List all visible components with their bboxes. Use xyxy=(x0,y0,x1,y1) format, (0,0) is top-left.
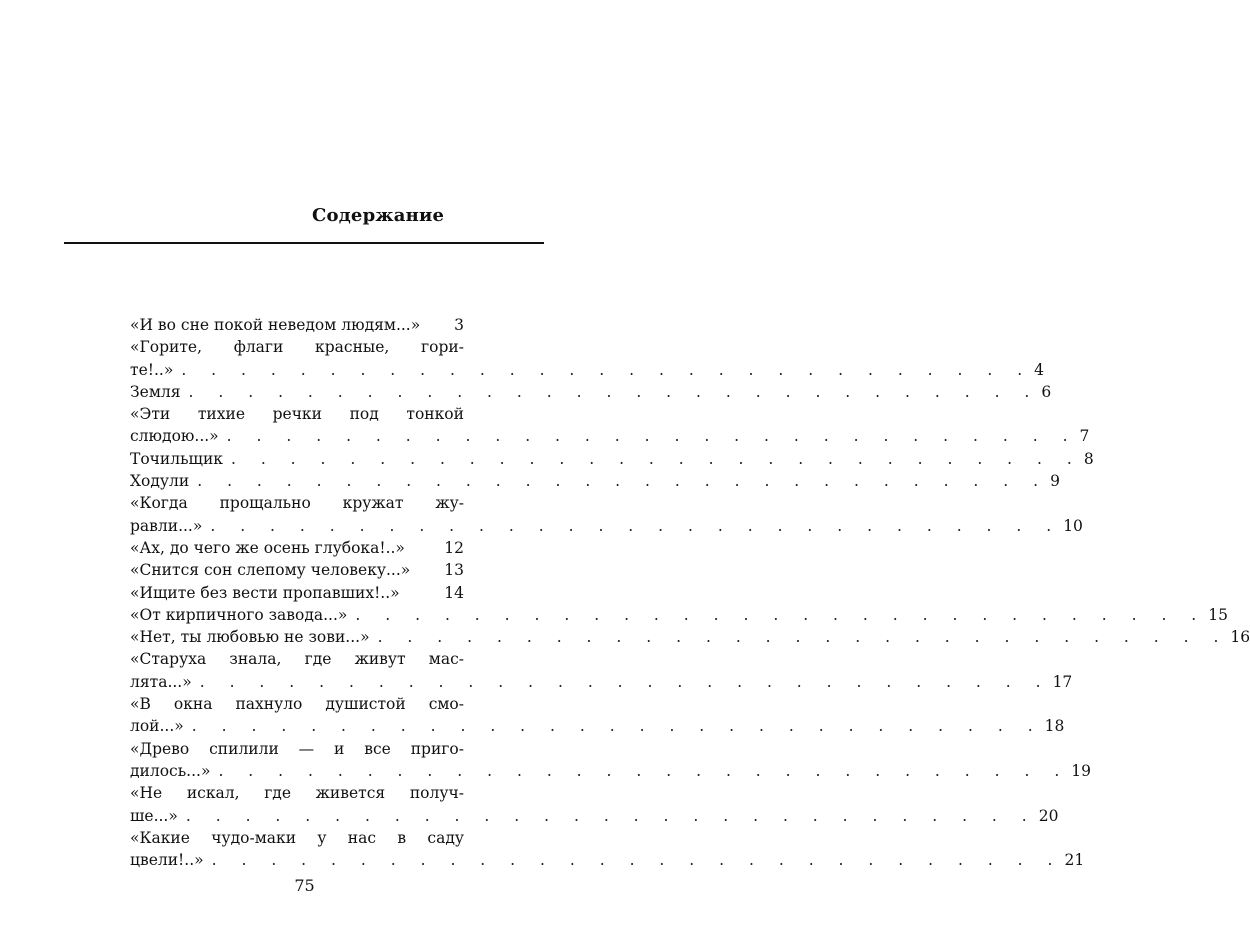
toc-entry-line xyxy=(130,515,1083,537)
dot-leader: . . . . . . . . . . . . . . . . . . . . . . . . . . . . . xyxy=(355,605,1207,624)
dot-leader: . . . . . . . . . . . . . . . . . . . . . . . . . . . . . xyxy=(188,382,1040,401)
toc-entry-text: «Снится сон слепому человеку...» xyxy=(130,561,411,580)
toc-page-number: 10 xyxy=(1063,516,1083,535)
toc-entry-text: те!..» xyxy=(130,360,174,379)
toc-entry-line xyxy=(130,760,1092,782)
toc-entry-line xyxy=(130,626,1250,648)
toc-page-number: 6 xyxy=(1041,382,1052,401)
toc-entry-line xyxy=(130,805,1059,827)
page-number: 75 xyxy=(294,876,315,895)
toc-entry-text: цвели!..» xyxy=(130,851,204,870)
dot-leader: . . . . . . . . . . . . . . . . . . . . . . . . . . . . . xyxy=(181,360,1033,379)
toc-entry-line xyxy=(130,671,1073,693)
toc-entry-line xyxy=(130,537,464,559)
dot-leader: . . . . . . . . . . . . . . . . . . . . . . . . . . . . . xyxy=(191,717,1043,736)
toc-page-number: 16 xyxy=(1230,628,1250,647)
toc-page-number: 8 xyxy=(1083,449,1094,468)
toc-entry-text: «Какие чудо-маки у нас в саду xyxy=(130,828,464,847)
dot-leader: . . . . . . . . . . . . . . . . . . . . . . . . . . . . . xyxy=(226,427,1078,446)
toc-entry-text: дилось...» xyxy=(130,761,211,780)
toc-page-number: 14 xyxy=(444,583,464,602)
toc-entry-text: «Ищите без вести пропавших!..» xyxy=(130,583,400,602)
dot-leader: . . . . . . . . . . . . . . . . . . . . . . . . . . . . . xyxy=(230,449,1082,468)
toc-entry-text: «Нет, ты любовью не зови...» xyxy=(130,628,370,647)
toc-entry-text: Точильщик xyxy=(130,449,223,468)
toc-entry-line xyxy=(130,782,464,804)
toc-page-number: 15 xyxy=(1208,605,1228,624)
toc-entry-text: «Не искал, где живется получ- xyxy=(130,784,464,803)
toc-entry-text: «В окна пахнуло душистой смо- xyxy=(130,695,464,714)
toc-entry-text: «Старуха знала, где живут мас- xyxy=(130,650,464,669)
toc-page-number: 9 xyxy=(1050,472,1060,491)
toc-page-number: 18 xyxy=(1044,717,1065,736)
toc-entry-line xyxy=(130,381,1052,403)
toc-entry-line xyxy=(130,582,464,604)
toc-entry-text: лята...» xyxy=(130,672,192,691)
toc-entry-text: равли...» xyxy=(130,516,203,535)
toc-entry-line xyxy=(130,403,464,425)
toc-entry-text: «От кирпичного завода...» xyxy=(130,605,348,624)
toc-entry-text: лой...» xyxy=(130,717,184,736)
page-title: Содержание xyxy=(312,205,445,226)
toc-entry-line xyxy=(130,827,464,849)
toc-entry-text: «Древо спилили — и все приго- xyxy=(130,739,464,758)
toc-entry-text: «Когда прощально кружат жу- xyxy=(130,494,464,513)
toc-entry-line xyxy=(130,470,1060,492)
toc-page-number: 4 xyxy=(1034,360,1045,379)
dot-leader: . . . . . . . . . . . . . . . . . . . . . . . . . . . . . xyxy=(199,672,1051,691)
toc-entry-text: «Эти тихие речки под тонкой xyxy=(130,405,464,424)
toc-entry-line xyxy=(130,693,464,715)
toc-entry-line xyxy=(130,359,1045,381)
toc-entry-line xyxy=(130,648,464,670)
dot-leader: . . . . . . . . . . . . . . . . . . . . . . . . . . . . . xyxy=(211,851,1063,870)
toc-entry-text: Ходули xyxy=(130,472,190,491)
toc-entry-text: слюдою...» xyxy=(130,427,219,446)
toc-entry-line xyxy=(130,715,1065,737)
dot-leader: . . . . . . . . . . . . . . . . . . . . . . . . . . . . . xyxy=(377,628,1229,647)
table-of-contents xyxy=(130,314,1250,871)
toc-page-number: 3 xyxy=(454,316,464,334)
dot-leader: . . . . . . . . . . . . . . . . . . . . . . . . . . . . . xyxy=(185,806,1037,825)
toc-entry-line xyxy=(130,604,1228,626)
toc-page-number: 19 xyxy=(1071,761,1092,780)
toc-entry-text: «И во сне покой неведом людям...» xyxy=(130,316,421,334)
toc-entry-text: Земля xyxy=(130,382,181,401)
dot-leader: . . . . . . . . . . . . . . . . . . . . . . . . . . . . . xyxy=(197,472,1049,491)
toc-entry-text: «Ах, до чего же осень глубока!..» xyxy=(130,538,405,557)
toc-entry-line xyxy=(130,314,464,336)
title-rule xyxy=(64,242,544,244)
toc-page-number: 20 xyxy=(1038,806,1059,825)
toc-entry-text: «Горите, флаги красные, гори- xyxy=(130,338,464,357)
toc-entry-line xyxy=(130,492,464,514)
toc-entry-line xyxy=(130,448,1094,470)
toc-entry-text: ше...» xyxy=(130,806,178,825)
toc-entry-line xyxy=(130,559,464,581)
dot-leader: . . . . . . . . . . . . . . . . . . . . . . . . . . . . . xyxy=(210,516,1062,535)
toc-page-number: 17 xyxy=(1052,672,1073,691)
toc-page-number: 12 xyxy=(444,538,464,557)
toc-page-number: 21 xyxy=(1064,851,1085,870)
toc-page-number: 13 xyxy=(444,561,464,580)
toc-entry-line xyxy=(130,425,1090,447)
toc-entry-line xyxy=(130,336,464,358)
toc-entry-line xyxy=(130,849,1085,871)
toc-entry-line xyxy=(130,738,464,760)
dot-leader: . . . . . . . . . . . . . . . . . . . . . . . . . . . . . xyxy=(218,761,1070,780)
toc-page-number: 7 xyxy=(1079,427,1090,446)
